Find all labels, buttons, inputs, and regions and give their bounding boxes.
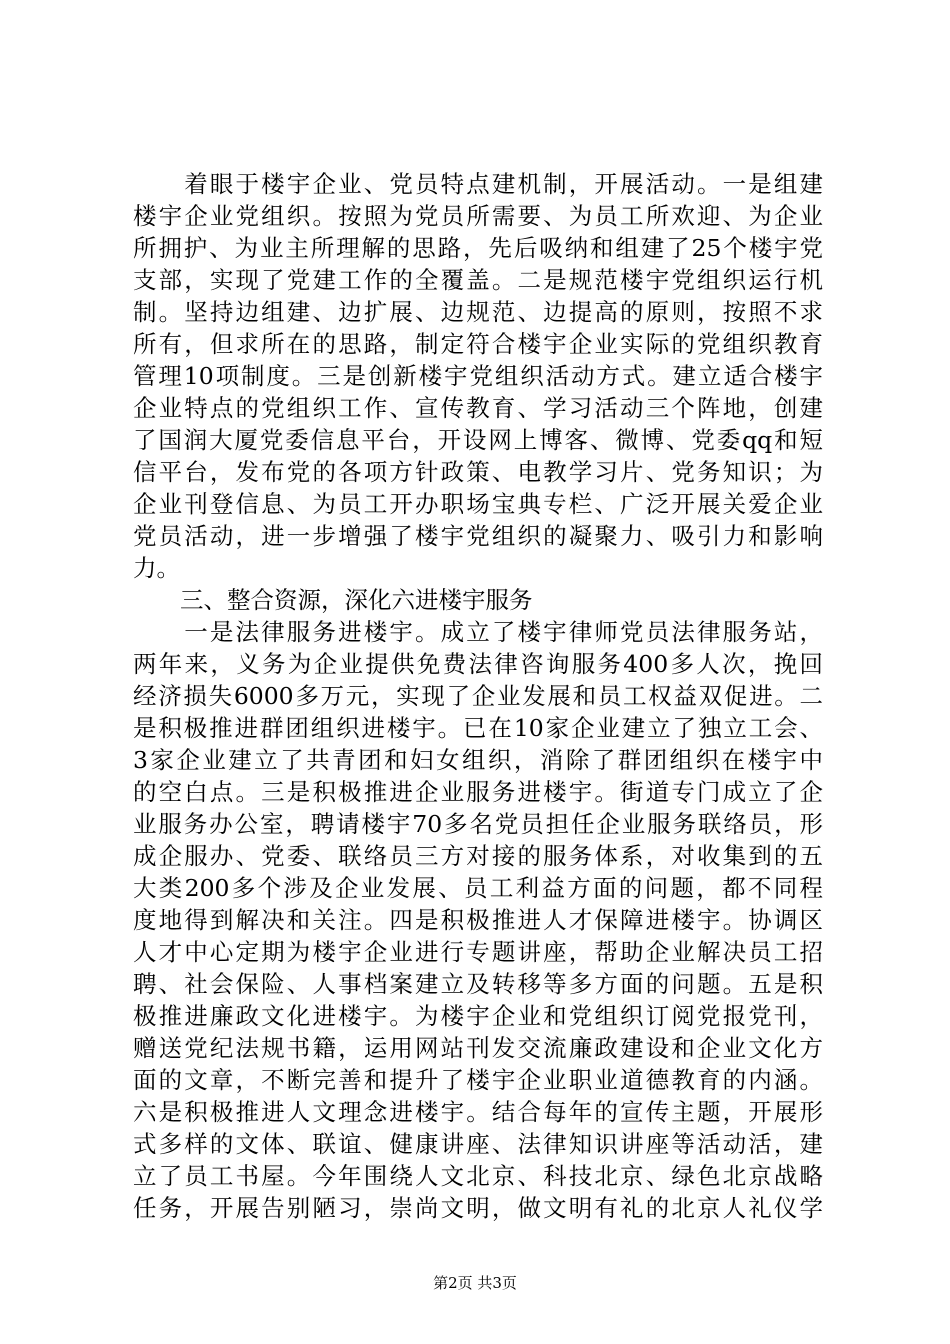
text-line: 立了员工书屋。今年围绕人文北京、科技北京、绿色北京战略 — [133, 1162, 823, 1190]
text-line: 六是积极推进人文理念进楼宇。结合每年的宣传主题，开展形 — [133, 1098, 823, 1126]
text-line: 赠送党纪法规书籍，运用网站刊发交流廉政建设和企业文化方 — [133, 1034, 823, 1062]
text-line: 式多样的文体、联谊、健康讲座、法律知识讲座等活动活，建 — [133, 1130, 823, 1158]
text-line: 支部，实现了党建工作的全覆盖。二是规范楼宇党组织运行机 — [133, 266, 823, 294]
text-line: 企业刊登信息、为员工开办职场宝典专栏、广泛开展关爱企业 — [133, 490, 823, 518]
text-line: 企业特点的党组织工作、宣传教育、学习活动三个阵地，创建 — [133, 394, 823, 422]
body-text — [133, 168, 823, 1224]
text-line: 业服务办公室，聘请楼宇70多名党员担任企业服务联络员，形 — [133, 810, 823, 838]
text-line: 两年来，义务为企业提供免费法律咨询服务400多人次，挽回 — [133, 650, 823, 678]
text-line: 度地得到解决和关注。四是积极推进人才保障进楼宇。协调区 — [133, 906, 823, 934]
section-heading: 三、整合资源，深化六进楼宇服务 — [133, 586, 533, 614]
text-line: 任务，开展告别陋习，崇尚文明，做文明有礼的北京人礼仪学 — [133, 1194, 823, 1222]
text-line: 所有，但求所在的思路，制定符合楼宇企业实际的党组织教育 — [133, 330, 823, 358]
text-line: 的空白点。三是积极推进企业服务进楼宇。街道专门成立了企 — [133, 778, 823, 806]
text-line: 3家企业建立了共青团和妇女组织，消除了群团组织在楼宇中 — [133, 746, 823, 774]
text-line: 管理10项制度。三是创新楼宇党组织活动方式。建立适合楼宇 — [133, 362, 823, 390]
text-line: 一是法律服务进楼宇。成立了楼宇律师党员法律服务站， — [133, 618, 823, 646]
text-line: 大类200多个涉及企业发展、员工利益方面的问题，都不同程 — [133, 874, 823, 902]
text-line: 经济损失6000多万元，实现了企业发展和员工权益双促进。二 — [133, 682, 823, 710]
text-line: 力。 — [133, 554, 180, 582]
text-line: 着眼于楼宇企业、党员特点建机制，开展活动。一是组建 — [133, 170, 823, 198]
text-line: 面的文章，不断完善和提升了楼宇企业职业道德教育的内涵。 — [133, 1066, 823, 1094]
text-line: 成企服办、党委、联络员三方对接的服务体系，对收集到的五 — [133, 842, 823, 870]
text-line: 信平台，发布党的各项方针政策、电教学习片、党务知识；为 — [133, 458, 823, 486]
text-line: 制。坚持边组建、边扩展、边规范、边提高的原则，按照不求 — [133, 298, 823, 326]
text-line: 是积极推进群团组织进楼宇。已在10家企业建立了独立工会、 — [133, 714, 823, 742]
text-line: 党员活动，进一步增强了楼宇党组织的凝聚力、吸引力和影响 — [133, 522, 823, 550]
page-number-footer: 第2页 共3页 — [433, 1274, 517, 1292]
text-line: 了国润大厦党委信息平台，开设网上博客、微博、党委qq和短 — [133, 426, 823, 454]
text-line: 极推进廉政文化进楼宇。为楼宇企业和党组织订阅党报党刊， — [133, 1002, 823, 1030]
text-line: 人才中心定期为楼宇企业进行专题讲座，帮助企业解决员工招 — [133, 938, 823, 966]
text-line: 所拥护、为业主所理解的思路，先后吸纳和组建了25个楼宇党 — [133, 234, 823, 262]
text-line: 聘、社会保险、人事档案建立及转移等多方面的问题。五是积 — [133, 970, 823, 998]
text-line: 楼宇企业党组织。按照为党员所需要、为员工所欢迎、为企业 — [133, 202, 823, 230]
